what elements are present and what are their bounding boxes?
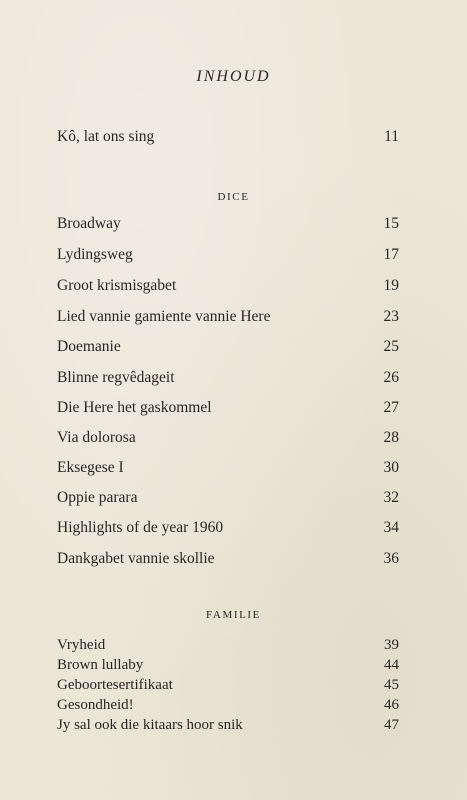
- toc-entry-page: 25: [383, 338, 399, 355]
- toc-entry-page: 39: [384, 637, 399, 653]
- toc-entry-title: Highlights of de year 1960: [57, 519, 224, 536]
- toc-entry-title: Broadway: [57, 215, 121, 232]
- toc-entry-title: Die Here het gaskommel: [57, 399, 212, 416]
- toc-entry-title: Doemanie: [57, 338, 121, 355]
- toc-entry: [57, 399, 399, 417]
- toc-entry: [57, 697, 399, 714]
- toc-entry: [57, 550, 399, 568]
- toc-entry-page: 32: [383, 489, 399, 506]
- toc-entry: [57, 338, 399, 356]
- toc-entry: [57, 637, 399, 654]
- toc-entry-title: Geboortesertifikaat: [57, 677, 173, 693]
- toc-entry-page: 47: [384, 717, 399, 733]
- section-heading-familie: FAMILIE: [206, 609, 261, 621]
- toc-entry-page: 30: [383, 459, 399, 476]
- toc-entry-title: Dankgabet vannie skollie: [57, 550, 215, 567]
- toc-entry-title: Gesondheid!: [57, 697, 134, 713]
- toc-entry-page: 17: [383, 246, 399, 263]
- toc-entry-page: 15: [383, 215, 399, 232]
- toc-entry: [57, 489, 399, 507]
- toc-entry: [57, 657, 399, 674]
- toc-entry-page: 27: [383, 399, 399, 416]
- toc-entry: [57, 429, 399, 447]
- toc-entry-title: Blinne regvêdageit: [57, 369, 175, 386]
- toc-entry: [57, 459, 399, 477]
- page-title: INHOUD: [196, 68, 271, 85]
- toc-entry-intro: [57, 128, 399, 146]
- toc-entry-page: 34: [383, 519, 399, 536]
- toc-entry-page: 23: [383, 308, 399, 325]
- toc-entry-page: 19: [383, 277, 399, 294]
- toc-entry-title: Kô, lat ons sing: [57, 128, 155, 145]
- toc-entry-title: Lied vannie gamiente vannie Here: [57, 308, 271, 325]
- toc-entry: [57, 677, 399, 694]
- toc-entry-page: 26: [383, 369, 399, 386]
- toc-entry-page: 36: [383, 550, 399, 567]
- toc-entry-title: Groot krismisgabet: [57, 277, 177, 294]
- toc-entry-title: Via dolorosa: [57, 429, 136, 446]
- toc-entry-page: 46: [384, 697, 399, 713]
- toc-entry-title: Brown lullaby: [57, 657, 144, 673]
- toc-entry: [57, 519, 399, 537]
- toc-entry-page: 44: [384, 657, 399, 673]
- toc-entry-page: 28: [383, 429, 399, 446]
- toc-entry-title: Vryheid: [57, 637, 106, 653]
- toc-entry-title: Eksegese I: [57, 459, 124, 476]
- toc-entry: [57, 717, 399, 734]
- toc-entry: [57, 308, 399, 326]
- toc-entry: [57, 277, 399, 295]
- toc-entry: [57, 246, 399, 264]
- toc-entry: [57, 369, 399, 387]
- toc-entry-title: Jy sal ook die kitaars hoor snik: [57, 717, 243, 733]
- toc-entry-title: Lydingsweg: [57, 246, 133, 263]
- section-heading-dice: DICE: [217, 191, 250, 203]
- toc-entry-page: 11: [384, 128, 399, 145]
- toc-entry-page: 45: [384, 677, 399, 693]
- toc-entry-title: Oppie parara: [57, 489, 138, 506]
- toc-entry: [57, 215, 399, 233]
